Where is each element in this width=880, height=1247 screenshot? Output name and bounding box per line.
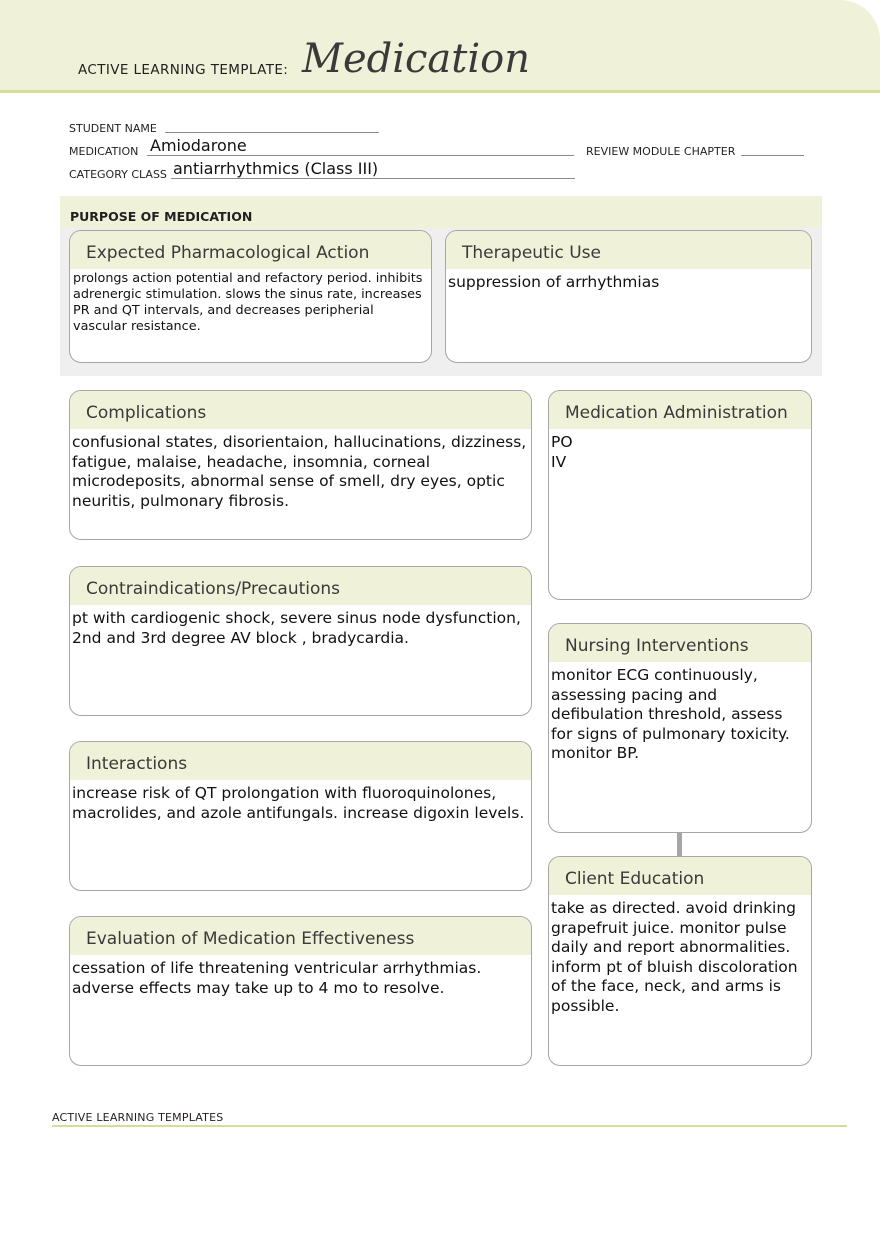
client-education-title: Client Education [549,857,811,895]
contraindications-box [69,566,532,716]
administration-title: Medication Administration [549,391,811,429]
purpose-label: PURPOSE OF MEDICATION [70,209,253,224]
therapeutic-use-box [445,230,812,363]
expected-action-box [69,230,432,363]
administration-text[interactable]: PO IV [551,433,573,471]
expected-action-text[interactable]: prolongs action potential and refactory period. inhibits adrenergic stimulation. slows the sinus rate, increases PR and QT intervals, and decreases peripherial vascular resistance. [73,271,423,334]
client-education-box [548,856,812,1066]
evaluation-title: Evaluation of Medication Effectiveness [70,917,531,955]
medication-field[interactable] [147,155,574,156]
contraindications-title: Contraindications/Precautions [70,567,531,605]
category-class-value: antiarrhythmics (Class III) [173,159,379,178]
contraindications-text[interactable]: pt with cardiogenic shock, severe sinus node dysfunction, 2nd and 3rd degree AV block , bradycardia. [72,609,521,647]
client-education-text[interactable]: take as directed. avoid drinking grapefruit juice. monitor pulse daily and report abnormalities. inform pt of bluish discoloration of the face, neck, and arms is possible. [551,899,798,1015]
medication-label: MEDICATION [69,145,139,158]
interactions-title: Interactions [70,742,531,780]
nursing-interventions-box [548,623,812,833]
box-connector [677,833,682,857]
evaluation-text[interactable]: cessation of life threatening ventricular arrhythmias. adverse effects may take up to 4 mo to resolve. [72,959,482,997]
student-name-label: STUDENT NAME [69,122,157,135]
therapeutic-use-text[interactable]: suppression of arrhythmias [448,273,660,291]
student-name-field[interactable] [165,132,379,133]
category-class-field[interactable] [171,178,575,179]
interactions-box [69,741,532,891]
complications-box [69,390,532,540]
complications-text[interactable]: confusional states, disorientaion, hallucinations, dizziness, fatigue, malaise, headache, insomnia, corneal microdeposits, abnormal sense of smell, dry eyes, optic neuritis, pulmonary fibrosis. [72,433,527,510]
administration-box [548,390,812,600]
nursing-interventions-text[interactable]: monitor ECG continuously, assessing pacing and defibulation threshold, assess for signs of pulmonary toxicity. monitor BP. [551,666,790,762]
header-divider [0,90,880,93]
review-module-label: REVIEW MODULE CHAPTER [586,145,736,158]
review-module-field[interactable] [741,155,804,156]
expected-action-title: Expected Pharmacological Action [70,231,431,269]
therapeutic-use-title: Therapeutic Use [446,231,811,269]
footer-divider [52,1125,847,1127]
footer-label: ACTIVE LEARNING TEMPLATES [52,1111,224,1124]
complications-title: Complications [70,391,531,429]
template-label: ACTIVE LEARNING TEMPLATE: [78,62,289,78]
interactions-text[interactable]: increase risk of QT prolongation with fluoroquinolones, macrolides, and azole antifungals. increase digoxin levels. [72,784,525,822]
medication-value: Amiodarone [150,136,247,155]
category-class-label: CATEGORY CLASS [69,168,167,181]
evaluation-box [69,916,532,1066]
page-title: Medication [302,36,530,82]
nursing-interventions-title: Nursing Interventions [549,624,811,662]
